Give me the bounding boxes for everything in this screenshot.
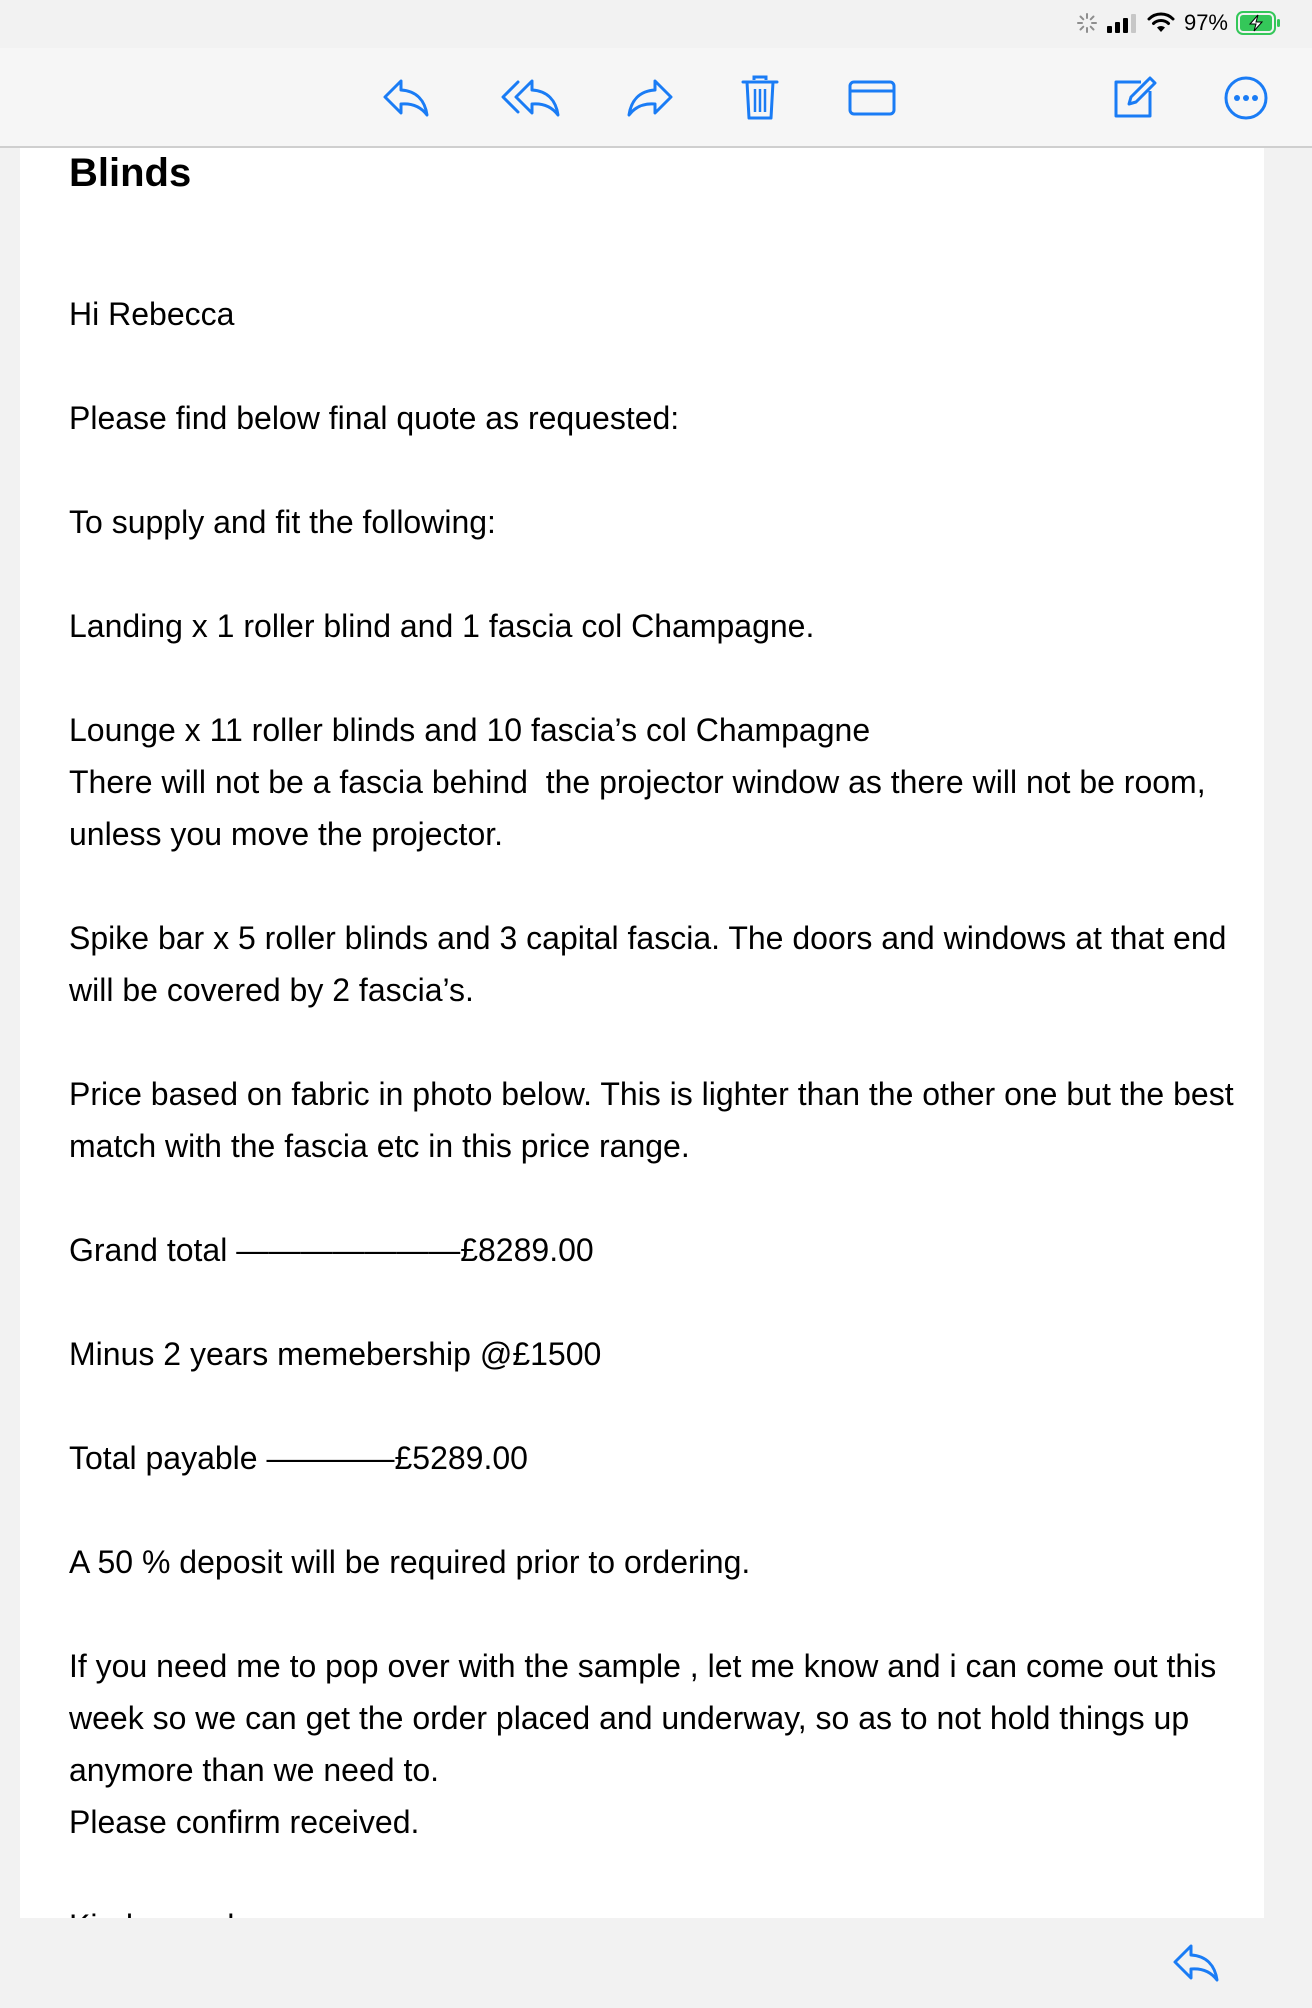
more-icon (1222, 74, 1270, 122)
body-paragraph: A 50 % deposit will be required prior to ordering. (69, 1544, 751, 1580)
reply-all-button[interactable] (498, 70, 564, 126)
body-paragraph: Spike bar x 5 roller blinds and 3 capital fascia. The doors and windows at that end will be covered by 2 fascia’s. (69, 920, 1236, 1008)
body-paragraph: To supply and fit the following: (69, 504, 496, 540)
trash-icon (740, 74, 780, 122)
message-toolbar (0, 48, 1312, 148)
cellular-signal-icon (1106, 12, 1138, 34)
body-paragraph: If you need me to pop over with the sample , let me know and i can come out this week so we can get the order placed and underway, so as to not hold things up anymore than we need to. Please confirm received. (69, 1648, 1217, 1840)
membership-line: Minus 2 years memebership @£1500 (69, 1336, 602, 1372)
activity-spinner-icon (1076, 12, 1098, 34)
delete-button[interactable] (732, 70, 788, 126)
battery-percent: 97% (1183, 10, 1228, 35)
forward-button[interactable] (622, 70, 678, 126)
forward-icon (625, 77, 675, 119)
message-body (69, 288, 1243, 1952)
battery-charging-icon (1236, 11, 1282, 35)
reply-icon (1171, 1942, 1221, 1989)
grand-total-line: Grand total ———————£8289.00 (69, 1232, 594, 1268)
folder-icon (847, 78, 897, 118)
message-view (20, 148, 1264, 1918)
message-subject: Blinds (69, 151, 192, 195)
body-paragraph: Hi Rebecca (69, 296, 235, 332)
more-options-button[interactable] (1218, 70, 1274, 126)
compose-icon (1111, 75, 1157, 121)
status-bar (0, 0, 1312, 48)
reply-button[interactable] (378, 70, 434, 126)
status-indicators (1076, 10, 1282, 36)
body-paragraph: Please find below final quote as requested: (69, 400, 680, 436)
move-to-folder-button[interactable] (844, 70, 900, 126)
bottom-bar (20, 1918, 1264, 2008)
wifi-icon (1146, 12, 1176, 34)
body-paragraph: Lounge x 11 roller blinds and 10 fascia’s col Champagne There will not be a fascia behind the projector window as there will not be room, unless you move the projector. (69, 712, 1206, 852)
reply-icon (381, 77, 431, 119)
compose-button[interactable] (1106, 70, 1162, 126)
bottom-reply-button[interactable] (1168, 1940, 1224, 1990)
body-paragraph: Landing x 1 roller blind and 1 fascia col Champagne. (69, 608, 815, 644)
total-payable-line: Total payable ————£5289.00 (69, 1440, 528, 1476)
body-paragraph: Price based on fabric in photo below. This is lighter than the other one but the best match with the fascia etc in this price range. (69, 1076, 1243, 1164)
reply-all-icon (500, 77, 562, 119)
